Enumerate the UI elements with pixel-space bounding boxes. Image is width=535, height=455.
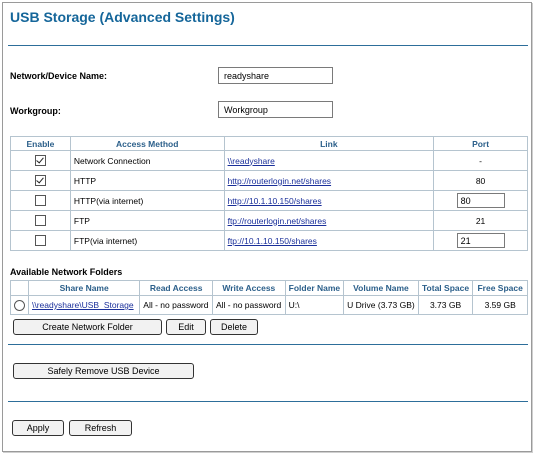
refresh-button[interactable]: Refresh (69, 420, 132, 436)
access-row-http (11, 171, 528, 191)
access-link[interactable]: ftp://10.1.10.150/shares (227, 235, 317, 246)
access-method-table (10, 136, 528, 251)
access-link[interactable]: \\readyshare (227, 155, 275, 166)
folder-select-radio[interactable] (14, 300, 25, 311)
page-title: USB Storage (Advanced Settings) (10, 9, 235, 25)
device-name-input[interactable] (218, 67, 333, 84)
enable-checkbox-http-via-internet[interactable] (35, 195, 46, 206)
folder-name-column-header: Folder Name (285, 281, 344, 296)
access-table-header (11, 137, 528, 151)
section-divider (8, 344, 528, 345)
access-method: FTP (70, 211, 224, 231)
share-name-column-header: Share Name (29, 281, 140, 296)
access-row-network-connection (11, 151, 528, 171)
read-access-column-header: Read Access (140, 281, 213, 296)
write-access-column-header: Write Access (212, 281, 285, 296)
volume-name-value: U Drive (3.73 GB) (344, 296, 419, 315)
total-space-value: 3.73 GB (418, 296, 473, 315)
port-value: - (434, 151, 528, 171)
access-method: Network Connection (70, 151, 224, 171)
table-row (11, 296, 528, 315)
device-name-label: Network/Device Name: (10, 71, 108, 81)
access-method: HTTP (70, 171, 224, 191)
access-link[interactable]: http://10.1.10.150/shares (227, 195, 322, 206)
access-row-http-via-internet (11, 191, 528, 211)
access-row-ftp (11, 211, 528, 231)
ftp-internet-port-input[interactable] (457, 233, 505, 248)
enable-checkbox-http[interactable] (35, 175, 46, 186)
http-internet-port-input[interactable] (457, 193, 505, 208)
access-link[interactable]: ftp://routerlogin.net/shares (227, 215, 327, 226)
delete-button[interactable]: Delete (210, 319, 258, 335)
safely-remove-usb-button[interactable]: Safely Remove USB Device (13, 363, 194, 379)
port-value: 80 (434, 171, 528, 191)
access-method-column-header: Access Method (70, 137, 224, 151)
total-space-column-header: Total Space (418, 281, 473, 296)
free-space-column-header: Free Space (473, 281, 528, 296)
volume-name-column-header: Volume Name (344, 281, 419, 296)
title-divider (8, 45, 528, 46)
folder-name-value: U:\ (285, 296, 344, 315)
apply-button[interactable]: Apply (12, 420, 64, 436)
enable-checkbox-network-connection[interactable] (35, 155, 46, 166)
access-method: HTTP(via internet) (70, 191, 224, 211)
enable-checkbox-ftp-via-internet[interactable] (35, 235, 46, 246)
write-access-value: All - no password (212, 296, 285, 315)
network-folders-table (10, 280, 528, 315)
workgroup-input[interactable] (218, 101, 333, 118)
footer-divider (8, 401, 528, 402)
enable-column-header: Enable (11, 137, 71, 151)
access-method: FTP(via internet) (70, 231, 224, 251)
access-row-ftp-via-internet (11, 231, 528, 251)
link-column-header: Link (224, 137, 434, 151)
edit-button[interactable]: Edit (166, 319, 206, 335)
read-access-value: All - no password (140, 296, 213, 315)
folders-table-header (11, 281, 528, 296)
port-column-header: Port (434, 137, 528, 151)
share-name-link[interactable]: \\readyshare\USB_Storage (32, 300, 134, 310)
workgroup-label: Workgroup: (10, 106, 61, 116)
enable-checkbox-ftp[interactable] (35, 215, 46, 226)
network-folders-title: Available Network Folders (10, 267, 123, 277)
create-network-folder-button[interactable]: Create Network Folder (13, 319, 162, 335)
port-value: 21 (434, 211, 528, 231)
free-space-value: 3.59 GB (473, 296, 528, 315)
access-link[interactable]: http://routerlogin.net/shares (227, 175, 332, 186)
